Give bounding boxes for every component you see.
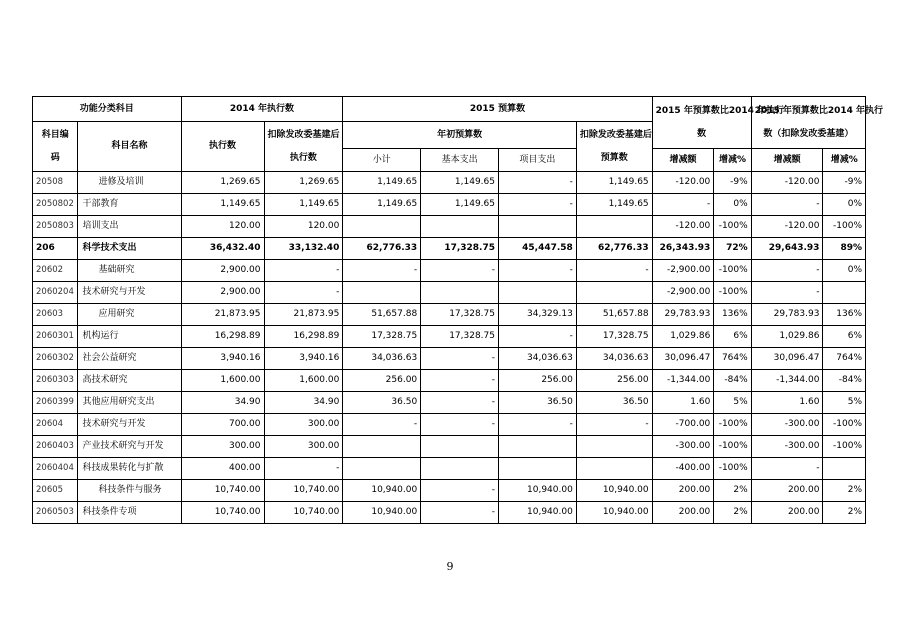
row-cell-c2: 16,298.89 [264,326,343,348]
row-name: 科学技术支出 [78,238,181,260]
row-cell-c8: 2% [714,480,751,502]
table-row [33,282,866,304]
row-cell-c9: 200.00 [751,502,823,524]
row-cell-c3: 62,776.33 [343,238,421,260]
row-cell-c6: 1,149.65 [576,194,652,216]
row-cell-c7: -400.00 [652,458,714,480]
header-budget-excluded [576,122,652,172]
row-cell-c7: 29,783.93 [652,304,714,326]
row-code: 20604 [33,414,78,436]
row-cell-c5: 36.50 [499,392,577,414]
row-cell-c9: - [751,458,823,480]
row-cell-c6: 62,776.33 [576,238,652,260]
row-cell-c5: - [499,414,577,436]
table-row [33,348,866,370]
row-code: 2060404 [33,458,78,480]
row-cell-c8: -100% [714,282,751,304]
row-code: 2060204 [33,282,78,304]
header-inc-amount-1: 增减额 [652,149,714,172]
row-cell-c2: 1,149.65 [264,194,343,216]
row-code: 20603 [33,304,78,326]
row-cell-c2: 10,740.00 [264,502,343,524]
row-cell-c2: 3,940.16 [264,348,343,370]
row-cell-c4: 1,149.65 [421,194,499,216]
row-name: 技术研究与开发 [78,282,181,304]
row-cell-c2: 300.00 [264,436,343,458]
table-body [33,172,866,524]
row-cell-c7: - [652,194,714,216]
row-cell-c4: 17,328.75 [421,304,499,326]
row-cell-c8: 6% [714,326,751,348]
table-row [33,502,866,524]
row-cell-c6 [576,216,652,238]
row-code: 2060403 [33,436,78,458]
header-subtotal: 小计 [343,149,421,172]
row-cell-c6: - [576,414,652,436]
row-cell-c8: -9% [714,172,751,194]
row-cell-c9: 29,643.93 [751,238,823,260]
row-cell-c5: 256.00 [499,370,577,392]
header-exec-excluded-line1: 扣除发改委基建后 [267,129,340,140]
header-inc-pct-1: 增减% [714,149,751,172]
row-cell-c5: 34,329.13 [499,304,577,326]
row-code: 20602 [33,260,78,282]
row-cell-c1: 36,432.40 [181,238,264,260]
row-cell-c7: 200.00 [652,480,714,502]
row-cell-c9: 200.00 [751,480,823,502]
table-row [33,172,866,194]
header-budget-2015: 2015 预算数 [343,97,652,122]
row-cell-c9: - [751,194,823,216]
row-cell-c10: -100% [823,414,866,436]
row-cell-c6 [576,458,652,480]
row-name: 高技术研究 [78,370,181,392]
row-cell-c8: -100% [714,260,751,282]
header-exec-excluded [264,122,343,172]
row-cell-c4: - [421,392,499,414]
row-cell-c2: 120.00 [264,216,343,238]
row-cell-c4: 17,328.75 [421,238,499,260]
row-cell-c6: - [576,260,652,282]
row-cell-c10: 2% [823,480,866,502]
row-cell-c5 [499,282,577,304]
row-cell-c5: 34,036.63 [499,348,577,370]
row-cell-c2: 21,873.95 [264,304,343,326]
row-cell-c8: 2% [714,502,751,524]
row-cell-c9: - [751,282,823,304]
row-cell-c3 [343,436,421,458]
row-cell-c8: -84% [714,370,751,392]
row-cell-c1: 3,940.16 [181,348,264,370]
row-cell-c9: - [751,260,823,282]
table-row [33,238,866,260]
row-cell-c10: 136% [823,304,866,326]
row-cell-c1: 300.00 [181,436,264,458]
row-name: 基础研究 [78,260,181,282]
row-cell-c2: 1,269.65 [264,172,343,194]
row-cell-c7: 200.00 [652,502,714,524]
row-cell-c9: -120.00 [751,172,823,194]
header-exec: 执行数 [181,122,264,172]
row-cell-c10: -100% [823,436,866,458]
row-cell-c7: -1,344.00 [652,370,714,392]
row-code: 2060399 [33,392,78,414]
row-cell-c3: 1,149.65 [343,172,421,194]
row-code: 206 [33,238,78,260]
row-cell-c1: 1,149.65 [181,194,264,216]
row-cell-c2: 10,740.00 [264,480,343,502]
row-cell-c5: - [499,260,577,282]
row-cell-c5: - [499,172,577,194]
row-code: 2050802 [33,194,78,216]
row-cell-c4: - [421,480,499,502]
row-cell-c10: -84% [823,370,866,392]
row-cell-c10: 6% [823,326,866,348]
row-cell-c8: 136% [714,304,751,326]
header-name: 科目名称 [78,122,181,172]
row-name: 机构运行 [78,326,181,348]
row-cell-c7: -120.00 [652,172,714,194]
row-cell-c4 [421,436,499,458]
header-row-1 [33,97,866,122]
row-cell-c3: 34,036.63 [343,348,421,370]
row-cell-c3: 256.00 [343,370,421,392]
row-cell-c3: 51,657.88 [343,304,421,326]
row-cell-c3 [343,216,421,238]
row-cell-c3: - [343,260,421,282]
row-cell-c4: 1,149.65 [421,172,499,194]
row-cell-c2: - [264,260,343,282]
row-cell-c6: 256.00 [576,370,652,392]
page-number: 9 [446,560,454,573]
row-cell-c1: 400.00 [181,458,264,480]
row-cell-c4 [421,216,499,238]
row-cell-c4: 17,328.75 [421,326,499,348]
row-cell-c1: 34.90 [181,392,264,414]
row-cell-c1: 21,873.95 [181,304,264,326]
row-cell-c3 [343,282,421,304]
row-cell-c7: 26,343.93 [652,238,714,260]
header-compare-1 [652,97,785,149]
row-cell-c6: 10,940.00 [576,502,652,524]
row-code: 2060503 [33,502,78,524]
row-cell-c7: -120.00 [652,216,714,238]
row-cell-c9: 1,029.86 [751,326,823,348]
row-cell-c8: 5% [714,392,751,414]
row-cell-c6: 51,657.88 [576,304,652,326]
row-cell-c9: -120.00 [751,216,823,238]
row-cell-c2: 34.90 [264,392,343,414]
header-exec-excluded-line2: 执行数 [289,152,317,163]
row-cell-c6: 36.50 [576,392,652,414]
table-row [33,392,866,414]
row-cell-c2: 1,600.00 [264,370,343,392]
row-code: 2060301 [33,326,78,348]
row-cell-c9: -300.00 [751,436,823,458]
row-cell-c9: -1,344.00 [751,370,823,392]
row-cell-c8: 764% [714,348,751,370]
row-cell-c1: 2,900.00 [181,260,264,282]
row-code: 2050803 [33,216,78,238]
row-cell-c3: 1,149.65 [343,194,421,216]
row-cell-c5: - [499,194,577,216]
row-cell-c10: 0% [823,194,866,216]
row-name: 技术研究与开发 [78,414,181,436]
row-name: 科技成果转化与扩散 [78,458,181,480]
table-row [33,458,866,480]
row-code: 2060303 [33,370,78,392]
header-initial-budget: 年初预算数 [343,122,576,149]
row-cell-c4 [421,458,499,480]
table-header [33,97,884,172]
row-cell-c6: 10,940.00 [576,480,652,502]
header-inc-amount-2: 增减额 [751,149,823,172]
row-cell-c5: - [499,326,577,348]
row-name: 社会公益研究 [78,348,181,370]
row-name: 进修及培训 [78,172,181,194]
table-row [33,414,866,436]
budget-table [32,96,884,524]
header-compare-2 [751,97,884,149]
row-cell-c8: -100% [714,216,751,238]
row-cell-c7: -2,900.00 [652,260,714,282]
row-cell-c4: - [421,414,499,436]
row-cell-c6: 34,036.63 [576,348,652,370]
row-cell-c10 [823,282,866,304]
header-code [33,122,78,172]
row-cell-c5 [499,216,577,238]
row-code: 20508 [33,172,78,194]
row-cell-c5: 45,447.58 [499,238,577,260]
header-code-line2: 码 [50,152,60,163]
row-cell-c10: 5% [823,392,866,414]
header-exec-2014: 2014 年执行数 [181,97,343,122]
row-cell-c7: 1.60 [652,392,714,414]
table-row [33,260,866,282]
row-name: 产业技术研究与开发 [78,436,181,458]
row-cell-c5 [499,458,577,480]
row-cell-c6: 17,328.75 [576,326,652,348]
row-cell-c8: -100% [714,458,751,480]
header-compare-2-line2: 数（扣除发改委基建） [763,128,854,139]
row-name: 科技条件与服务 [78,480,181,502]
row-cell-c2: 300.00 [264,414,343,436]
row-cell-c5: 10,940.00 [499,502,577,524]
row-cell-c4: - [421,260,499,282]
row-cell-c4: - [421,348,499,370]
row-cell-c3 [343,458,421,480]
row-cell-c10: 2% [823,502,866,524]
row-cell-c10: 89% [823,238,866,260]
header-compare-2-line1: 2015 年预算数比2014 年执行 [754,105,884,116]
row-cell-c1: 10,740.00 [181,480,264,502]
row-name: 科技条件专项 [78,502,181,524]
row-cell-c8: -100% [714,436,751,458]
table-row [33,370,866,392]
header-budget-excluded-line1: 扣除发改委基建后 [579,129,652,140]
table-row [33,436,866,458]
row-cell-c2: 33,132.40 [264,238,343,260]
row-cell-c7: 1,029.86 [652,326,714,348]
row-cell-c3: 10,940.00 [343,480,421,502]
row-cell-c8: 0% [714,194,751,216]
row-cell-c8: -100% [714,414,751,436]
row-cell-c1: 10,740.00 [181,502,264,524]
row-cell-c7: -700.00 [652,414,714,436]
row-cell-c1: 16,298.89 [181,326,264,348]
row-code: 20605 [33,480,78,502]
row-name: 其他应用研究支出 [78,392,181,414]
row-cell-c6 [576,282,652,304]
row-cell-c3: 10,940.00 [343,502,421,524]
row-cell-c10: 0% [823,260,866,282]
row-cell-c9: -300.00 [751,414,823,436]
row-cell-c5: 10,940.00 [499,480,577,502]
row-name: 干部教育 [78,194,181,216]
header-inc-pct-2: 增减% [823,149,866,172]
row-cell-c7: -2,900.00 [652,282,714,304]
row-cell-c6: 1,149.65 [576,172,652,194]
header-compare-1-line1: 2015 年预算数比2014 年执行 [655,105,785,116]
row-cell-c9: 29,783.93 [751,304,823,326]
row-cell-c3: - [343,414,421,436]
row-cell-c1: 700.00 [181,414,264,436]
header-budget-excluded-line2: 预算数 [600,152,628,163]
row-cell-c2: - [264,458,343,480]
header-compare-1-line2: 数 [697,128,707,139]
row-cell-c9: 30,096.47 [751,348,823,370]
row-cell-c10: -9% [823,172,866,194]
row-cell-c1: 1,269.65 [181,172,264,194]
row-cell-c4 [421,282,499,304]
row-cell-c1: 2,900.00 [181,282,264,304]
row-cell-c9: 1.60 [751,392,823,414]
row-cell-c10: 764% [823,348,866,370]
row-cell-c1: 1,600.00 [181,370,264,392]
row-cell-c10: -100% [823,216,866,238]
header-project: 项目支出 [499,149,577,172]
table-row [33,216,866,238]
row-cell-c2: - [264,282,343,304]
header-func-class: 功能分类科目 [33,97,182,122]
row-cell-c3: 36.50 [343,392,421,414]
row-cell-c4: - [421,370,499,392]
row-cell-c10 [823,458,866,480]
row-cell-c8: 72% [714,238,751,260]
row-name: 应用研究 [78,304,181,326]
table-row [33,480,866,502]
table-row [33,194,866,216]
row-cell-c3: 17,328.75 [343,326,421,348]
row-cell-c6 [576,436,652,458]
header-code-line1: 科目编 [41,129,69,140]
table-row [33,304,866,326]
row-cell-c5 [499,436,577,458]
row-cell-c1: 120.00 [181,216,264,238]
header-basic: 基本支出 [421,149,499,172]
row-cell-c7: 30,096.47 [652,348,714,370]
row-name: 培训支出 [78,216,181,238]
row-code: 2060302 [33,348,78,370]
row-cell-c7: -300.00 [652,436,714,458]
row-cell-c4: - [421,502,499,524]
table-row [33,326,866,348]
